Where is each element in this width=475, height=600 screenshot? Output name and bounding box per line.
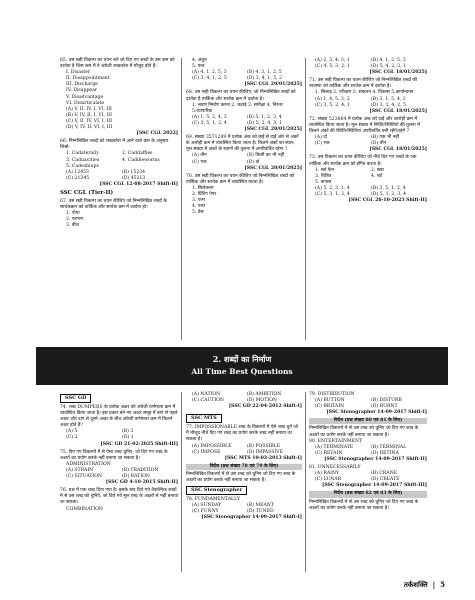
option-line: II. Disappointment [66, 76, 110, 82]
option: (B) 4, 3, 1, 2, 5 [247, 70, 282, 76]
question-text: 72. संख्या 523864 में प्रत्येक अंक को दाईं और आरोही क्रम में व्यवस्थित किया जाता है। मूल संख्या में स्थिति/स्थितियों की तुलना में कितने अंकों की स्थिति/स्थितियां अपरिवर्तित बनी रहेंगे/रहेगे ? [309, 116, 420, 135]
exam-source: [SSC GD 4-10-2015 Shift-II] [105, 480, 178, 486]
option: (B) एक भी नहीं [371, 135, 400, 141]
option: 4. Caddieworms [122, 157, 160, 163]
option-row [315, 103, 427, 109]
option: (A) RAINY [315, 471, 340, 477]
option-line: 1. सिलाइ 2. परीक्षण 3. संकलन 4. विकास 5.कार्यान्वयन [315, 90, 414, 96]
option: (C) 4, 5, 3, 2, 1 [315, 64, 350, 70]
option: (D) 3, 4, 1, 5, 2 [247, 76, 283, 82]
option-line: 5. फल [192, 64, 205, 70]
option: (C) एक [192, 159, 207, 165]
question-text: 73. उस विकल्प का चयन कीजिए जो नीचे दिए गए शब्दों के एक तार्किक और सार्थक क्रम को इंगित करता है। [309, 155, 417, 167]
option: (B) किसी का भी नहीं [247, 153, 285, 159]
option: (B) 5, 1, 2, 3, 4 [247, 114, 282, 120]
question-text: 78. FUNDAMENTALLY [186, 497, 240, 503]
footer-label: तर्कशक्ति [403, 580, 428, 589]
option-line: (B) V, IV, II, I, VI, III [66, 112, 112, 118]
option-line: 1. पौधा [66, 211, 80, 217]
option: (D) 3, 1, 4, 2, 5 [371, 102, 407, 108]
exam-source: [SSC CGL 20/01/2025] [244, 82, 302, 88]
section-subtitle: All Time Best Questions [191, 367, 293, 376]
question-text: निम्नलिखित विकल्पों में से उस शब्द को चुनिए जो दिए गए शब्द के अक्षरों का प्रयोग करके नहीं बनाया जा सकता है। [186, 471, 296, 484]
option: (A) 4, 1, 2, 5, 3 [192, 70, 227, 76]
exam-source: [SSC CGL 18/01/2025] [369, 108, 427, 114]
option: (D) IMPASSIVE [247, 449, 283, 455]
question-text: 80. ENTERTAINMENT [309, 438, 363, 444]
option-line: (D) V, IV, II, VI, I, III [66, 125, 113, 131]
option: (A) SUNDAY [192, 503, 222, 509]
option: (A) STRAIN [66, 467, 94, 473]
option-line: (C) V, II, IV, VI, I, III [66, 118, 113, 124]
option: (A) तीन [192, 153, 207, 159]
option: 2. Caddaffies [122, 151, 153, 157]
question-text: 69. संख्या 3571289 में प्रत्येक अंक को बाईं से दाईं ओर से अंकों के आरोही क्रम में व्यवस्थित किया जाता है। कितने अंकों का स्थान, मूल संख्या में अंकों के स्थानों की तुलना में अपरिवर्तित रहेगा ? [186, 135, 299, 153]
option: (B) 3, 1, 5, 4, 2 [371, 96, 406, 102]
option: (A) 5, 2, 3, 1, 4 [315, 185, 350, 191]
exam-source: [SSC GD 21-02-2025 Shift-III] [100, 441, 178, 447]
question-text: 81. UNNECESSARILY [309, 465, 361, 471]
option-line: 5. कपास [315, 179, 332, 185]
question-text: निम्नलिखित विकल्पों में से उस शब्द को चुनिए जो दिए गए शब्द के अक्षरों का प्रयोग करके नहीं बनाया जा सकता है। [309, 499, 419, 511]
option-line: 1. सिलेक्शन [192, 185, 214, 191]
option-row [192, 160, 302, 166]
option: 1. सर्द फैन [315, 167, 334, 173]
option-row [66, 158, 178, 164]
option: (D) CREATE [371, 477, 400, 483]
option: (D) TUNED [247, 509, 274, 515]
option: (A) 5 [66, 429, 78, 435]
option: (D) RETINA [371, 450, 399, 456]
option: (A) IMPOSSIBLE [192, 443, 232, 449]
option: (A) NATION [192, 392, 221, 397]
option: (D) 5, 2, 4, 3, 1 [247, 120, 283, 126]
option: (D) 45213 [122, 175, 146, 181]
option: (C) IMPOSE [192, 449, 221, 455]
option: (D) 5, 1, 2, 3, 4 [371, 191, 407, 197]
column-divider [305, 392, 306, 572]
exam-heading: SSC CGL (Tier-II) [60, 189, 114, 196]
option-line: 4. अंकुर [192, 58, 207, 63]
question-text: 66. निम्नलिखित शब्दों को शब्दकोश में आने वाले क्रम के अनुसार लिखें– [60, 139, 169, 151]
option: 2. स्वप्न [371, 167, 384, 173]
option: 3. Caduacities [66, 157, 100, 163]
option: (C) RETAIN [315, 450, 343, 456]
option: (C) 3, 4, 1, 2, 5 [192, 76, 227, 82]
column-1 [60, 58, 178, 230]
option: (D) तीन [371, 141, 387, 147]
option: 4. शर्ट [371, 173, 383, 179]
option-line: IV. Disappear [66, 88, 98, 94]
exam-source: [SSC Stenographer 14-09-2017 Shift-I] [326, 410, 427, 416]
option: (C) CAUTION [192, 398, 224, 404]
option: (C) 2 [66, 435, 78, 441]
option-line: VI. Disarticulate [66, 100, 105, 106]
option: (A) TERMINATE [315, 444, 354, 450]
section-title: 2. शब्दों का निर्माण [212, 354, 272, 364]
option: (D) दो [247, 159, 260, 165]
question-text: 74. शब्द DUMPERS के प्रत्येक अक्षर को अंग्रेजी वर्णमाला क्रम में व्यवस्थित किया जाता है। इस प्रकार बने नए अक्षर समूह में बाएं से पहले अक्षर और दाएं से दूसरे अक्षर के बीच अंग्रेजी वर्णमाला क्रम में कितने अक्षर होते हैं? [60, 405, 178, 429]
exam-source: [SSC CGL 2022] [136, 131, 178, 137]
option: 1. Cadaterally [66, 151, 99, 157]
section-banner [36, 347, 448, 385]
footer-separator: | [432, 580, 436, 589]
option: (C) 3, 5, 2, 4, 1 [315, 102, 350, 108]
option-row [315, 174, 427, 180]
question-text: 70. उस सही विकल्प का चयन कीजिए जो निम्नलिखित शब्दों को तार्किक और सार्थक क्रम में व्यवस्थित करता है। [186, 173, 295, 185]
option-row [66, 435, 178, 441]
option: (B) MEANT [247, 503, 274, 509]
column-divider [305, 58, 306, 340]
option: (B) 15234 [122, 169, 146, 175]
option-line: 4. पल्प [192, 204, 206, 210]
page-number: 5 [440, 580, 445, 589]
option: (A) BUTTON [315, 398, 345, 404]
option: (A) दो [315, 135, 327, 141]
option: (B) TERMINAL [371, 444, 407, 450]
question-text: 68. उस सही विकल्प का चयन कीजिए, जो निम्नलिखित शब्दों को दर्शाता है तार्किक और सार्थक क्रम में दर्शाता है। [186, 90, 296, 102]
column-divider [181, 392, 182, 572]
option: (B) DISTURB [371, 398, 402, 404]
column-6 [309, 392, 427, 512]
option: (A) 2, 5, 4, 3, 1 [315, 58, 350, 63]
direction-bar: निर्देश (प्रश्न संख्या 78 एवं 79 के लिए) [186, 464, 302, 470]
option: (A) 1, 4, 5, 3, 2 [315, 96, 350, 102]
option: (C) एक [315, 141, 330, 147]
option-line: 5. Cadesbiups [66, 163, 99, 169]
option-line: 3. पल्प [192, 198, 206, 204]
direction-bar: निर्देश (प्रश्न संख्या 80 एवं 81 के लिए) [309, 418, 427, 424]
option-line: 1. लवण निर्माण करना 2. कटाई 3. समीक्षा 4. निरंतर 5.व्यापारिक [192, 102, 283, 114]
question-text: 75. दिए गए विकल्पों में से ऐसा शब्द चुनिए, जो दिए गए शब्द के अक्षरों का प्रयोग करके नहीं बनाया जा सकता है। [60, 449, 168, 461]
option-row [192, 450, 302, 456]
direction-bar: निर्देश (प्रश्न संख्या 82 एवं 83 के लिए) [309, 491, 427, 497]
exam-source: [SSC GD 22-04-2012 Shift-I] [228, 404, 302, 410]
option-line: 3. बीज [66, 223, 80, 229]
column-3 [309, 58, 427, 206]
option-line: 2. प्रिंटिंग पेपर [192, 191, 217, 197]
option-row [66, 176, 178, 182]
option: (B) TRADITION [122, 467, 159, 473]
option: (D) BURNT [371, 404, 398, 410]
column-4 [60, 392, 178, 513]
question-text: 76. प्रश्न में एक शब्द दिया गया है। इसके बाद दिये गये वैकल्पिक शब्दों में से उस शब्द को चुनिये, जो दिये गये मूल शब्द के अक्षरों से नहीं बनाया जा सकता। [60, 488, 178, 506]
exam-source: [SSC CGL 20/01/2025] [244, 165, 302, 171]
question-text: 77. IMPOSSIONABLE शब्द के विकल्पों में ऐसे शब्द चुनें जो मैं मौजूद नीचे दिए गए शब्द का प्रयोग करके शब्द नहीं बनाया जा सकता है। [186, 425, 298, 443]
question-text: 65. उस सही विकल्प का चयन करें जो दिए गए शब्दों के उस क्रम को दर्शाता है जिस क्रम में वे अंग्रेजी शब्दकोश में मौजूद होते हैं– [60, 58, 175, 70]
option: (D) 5, 4, 2, 3, 1 [371, 64, 407, 70]
option: (C) 21345 [66, 175, 90, 181]
question-text: 67. उस सही विकल्प का चयन कीजिए जो निम्नलिखित शब्दों के सार्थकक्रम को तार्किक और सार्थक क्रम में दर्शाता हो। [60, 199, 167, 211]
option-line: I. Disaster [66, 70, 91, 76]
exam-badge: SSC GD [60, 394, 91, 403]
exam-source: [SSC CGL 26-10-2023 Shift-II] [348, 198, 427, 204]
option-line: III. Discharge [66, 82, 98, 88]
option: (D) RATION [122, 474, 150, 480]
option: (B) CRANE [371, 471, 398, 477]
option-line: ADMINISTRATION [66, 461, 111, 467]
option-line: 5. प्रेस [192, 210, 204, 216]
question-text: 79. DISTRIBUTION [309, 392, 355, 397]
option: (B) 4, 1, 2, 5, 3 [371, 58, 406, 63]
option: (C) BRITAIN [315, 404, 345, 410]
option: (B) 3, 5, 1, 2, 4 [371, 185, 406, 191]
option-line: COMBINATION [66, 506, 103, 512]
option-line: 2. परागण [66, 217, 84, 223]
exam-source: [SSC MTS 10-03-2013 Shift-I] [224, 455, 302, 461]
page-footer [399, 580, 445, 590]
option: (A) 12453 [66, 169, 89, 175]
option-line: V. Disadvantage [66, 94, 104, 100]
exam-source: [SSC Stenographer 14-09-2017 Shift-I] [201, 515, 302, 521]
question-text: निम्नलिखित विकल्पों में से उस शब्द को चुनिए जो दिए गए शब्द के अक्षरों का प्रयोग करके नहीं बनाया जा सकता है। [309, 426, 419, 438]
column-2 [186, 58, 302, 216]
exam-source: [SSC CGL 18/01/2025] [369, 70, 427, 76]
option: 3. चित्रित [315, 173, 332, 179]
exam-source: [SSC CGL 20/01/2025] [244, 127, 302, 133]
option: (D) 1 [122, 435, 134, 441]
exam-source: [SSC Stenographer 14-09-2017 Shift-III] [322, 483, 427, 489]
column-divider [181, 58, 182, 340]
exam-source: [SSC CGL 18/01/2025] [369, 147, 427, 153]
exam-badge: SSC MTS [186, 414, 222, 423]
option-line: (A) V, II, IV, I, VI, III [66, 106, 112, 112]
option: (C) FUNNY [192, 509, 219, 515]
option: (B) 3 [122, 429, 134, 435]
exam-badge: SSC Stenographer [186, 486, 247, 495]
option: (A) 1, 5, 2, 4, 3 [192, 114, 227, 120]
column-5 [186, 392, 302, 524]
option: (B) AMBITION [247, 392, 282, 397]
option: (B) POSSIBLE [247, 443, 281, 449]
exam-source: [SSC Stenographer 14-09-2017 Shift-II] [324, 456, 427, 462]
exam-source: [SSC CGL 12-08-2017 Shift-II] [99, 181, 178, 187]
option: (C) 5, 3, 1, 2, 4 [315, 191, 350, 197]
option: (C) LUNAR [315, 477, 342, 483]
option: (C) 3, 5, 1, 2, 4 [192, 120, 227, 126]
option: (C) SITUATION [66, 474, 103, 480]
option: (D) MOTION [247, 398, 277, 404]
question-text: 71. उस सही विकल्प का चयन कीजिए जो निम्नलिखित शब्दों की व्यवस्था को तार्किक और सार्थक क्रम में दर्शाता है। [309, 78, 418, 90]
